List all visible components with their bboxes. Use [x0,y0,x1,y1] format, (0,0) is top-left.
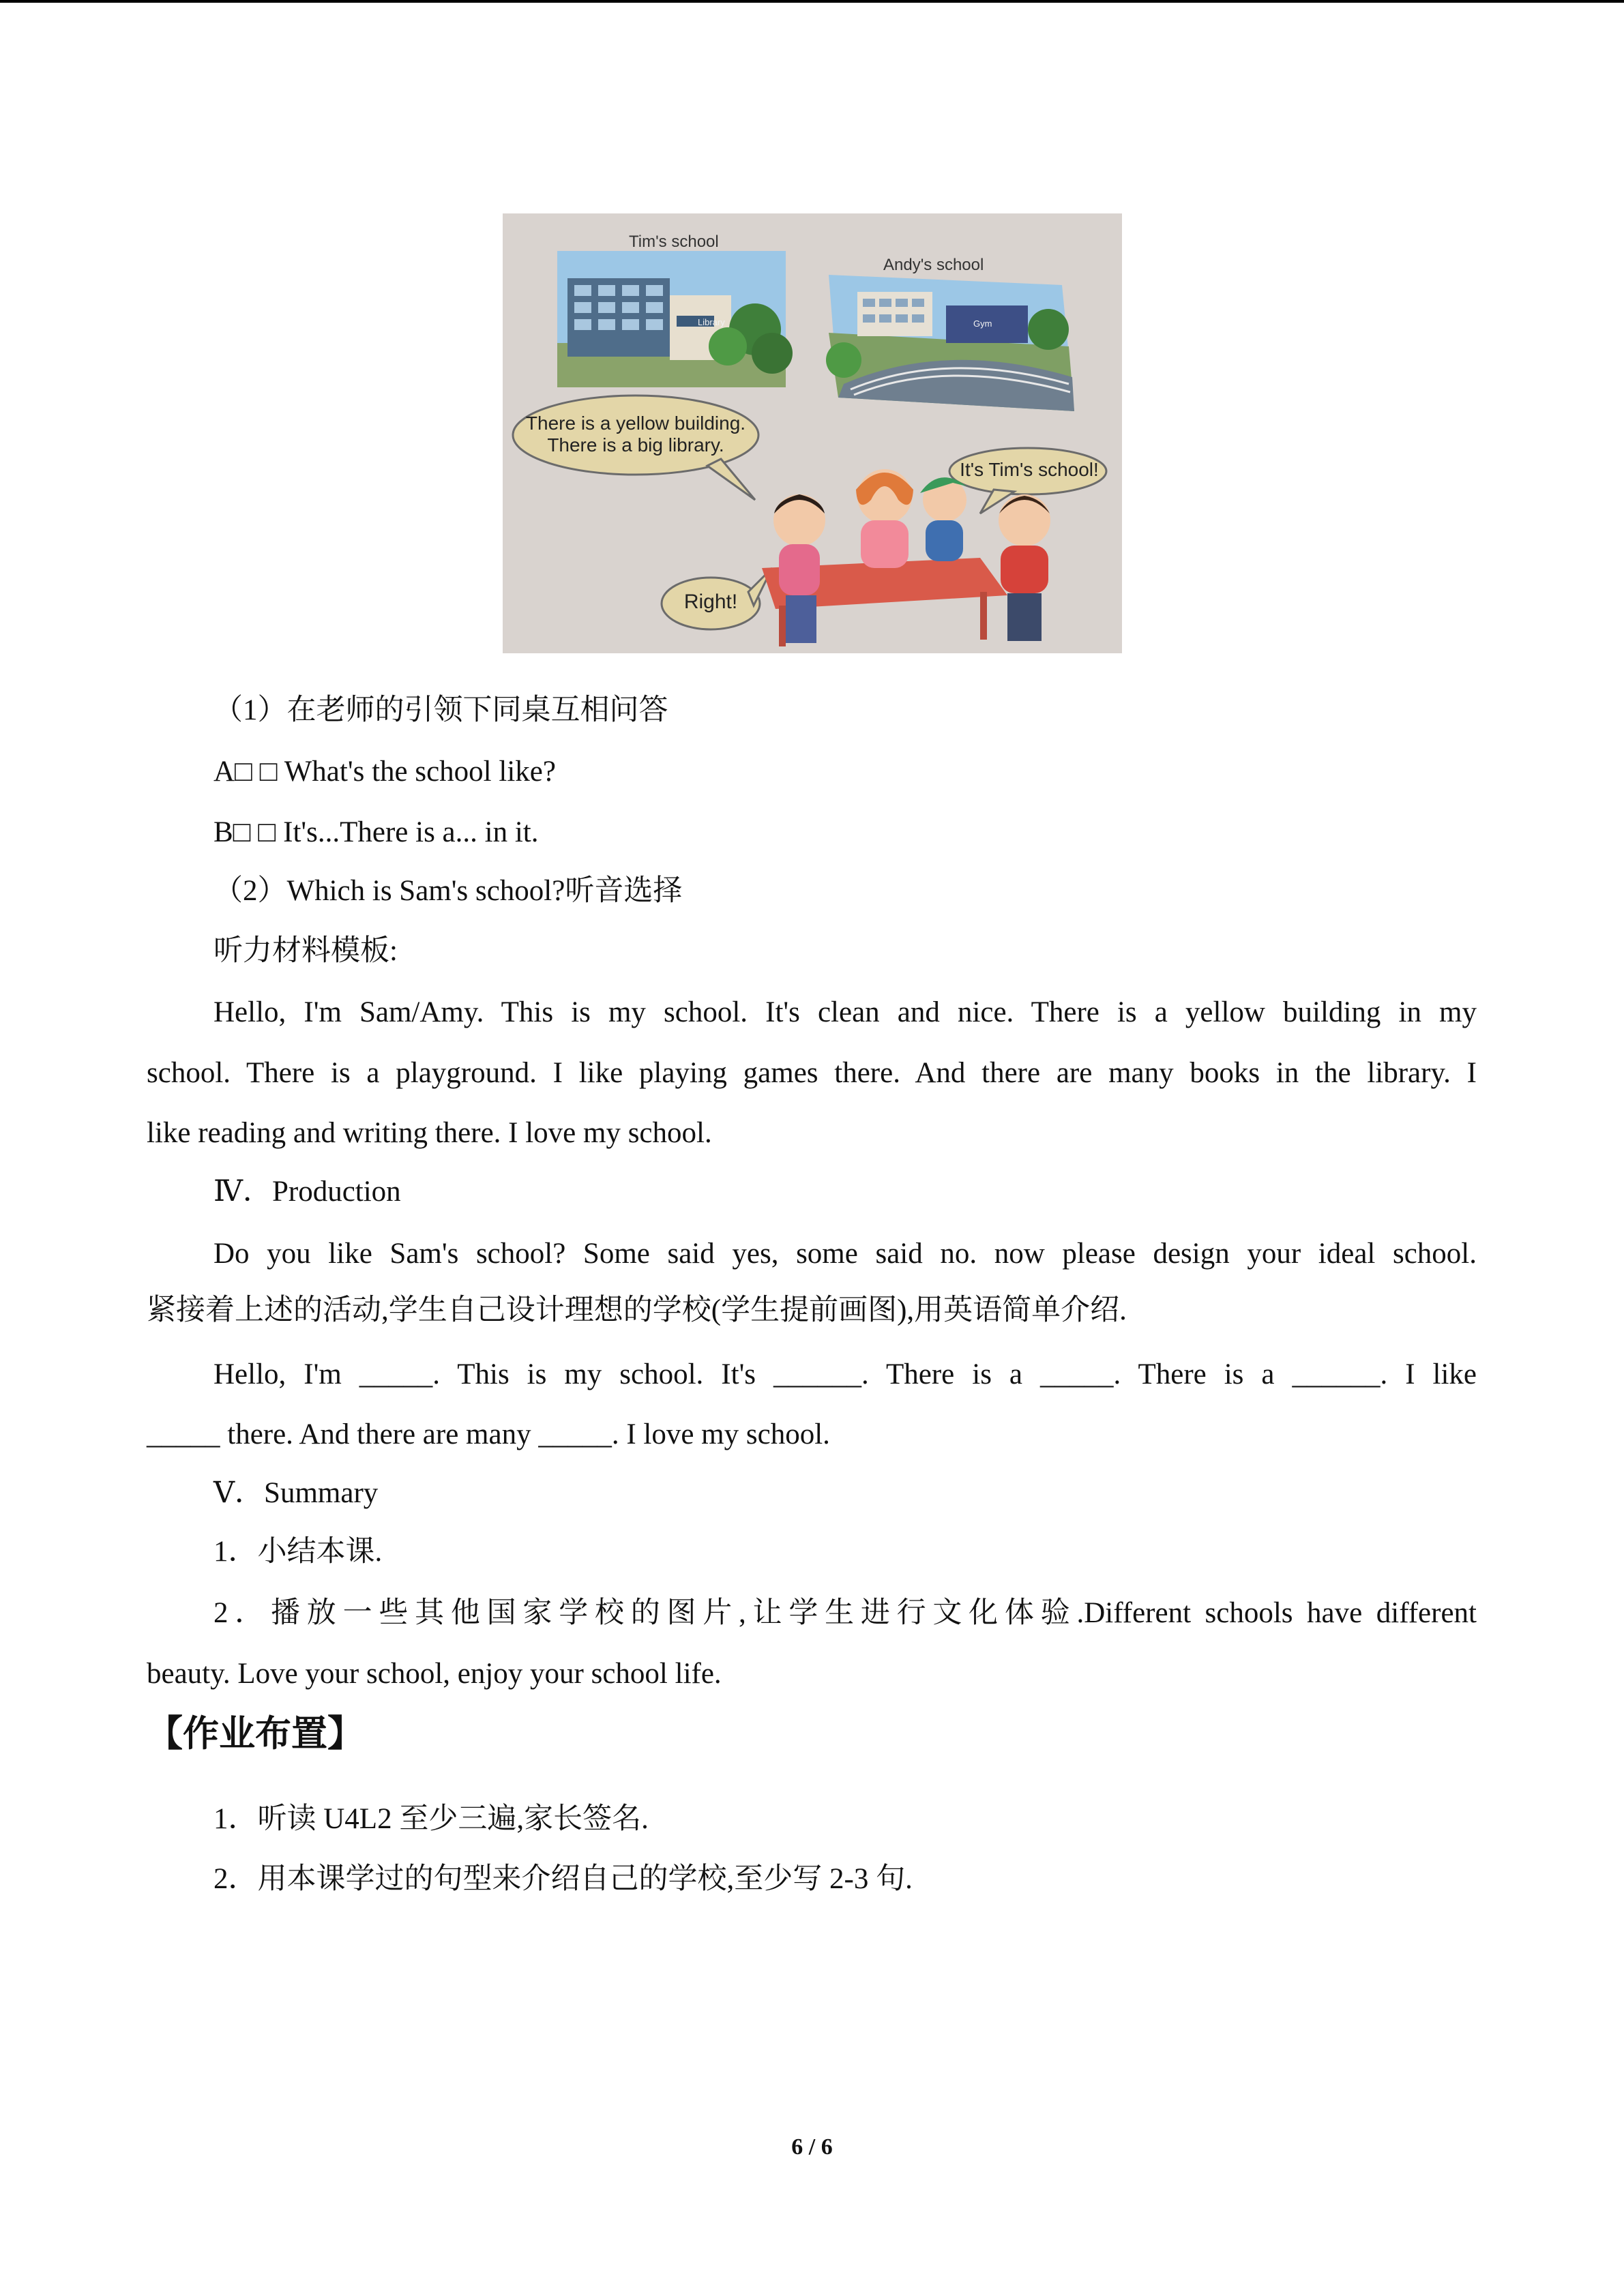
section-summary-title: Ⅴ．Summary [213,1477,379,1509]
page-top-border [0,0,1624,3]
listening-text-line-2: school. There is a playground. I like playing games there. And there are many books in the library. I [147,1057,1477,1089]
andys-school-caption: Andy's school [883,256,984,274]
library-sign: Library [698,317,725,327]
tims-school-caption: Tim's school [629,233,719,251]
homework-heading: 【作业布置】 [147,1713,364,1755]
speech-bubble-1-text [523,413,748,456]
summary-item-2-line-2: beauty. Love your school, enjoy your school life. [147,1658,722,1690]
tims-school-picture [557,251,793,387]
section-production-title: Ⅳ．Production [213,1176,401,1208]
speech-bubble-2-text: It's Tim's school! [960,459,1099,480]
summary-item-2-line-1: 2．播放一些其他国家学校的图片,让学生进行文化体验.Different schools have different [213,1597,1477,1629]
production-text-line-1: Do you like Sam's school? Some said yes, some said no. now please design your ideal school. [213,1238,1477,1270]
dialogue-line-b: B□ □ It's...There is a... in it. [213,816,539,848]
textbook-illustration [503,213,1122,653]
step-1-instruction: （1）在老师的引领下同桌互相问答 [213,694,668,726]
production-text-line-2: 紧接着上述的活动,学生自己设计理想的学校(学生提前画图),用英语简单介绍. [147,1294,1127,1326]
listening-material-label: 听力材料模板: [213,935,398,967]
page-number: 6 / 6 [791,2134,833,2160]
fill-in-line-2: _____ there. And there are many _____. I love my school. [147,1418,830,1450]
listening-text-line-3: like reading and writing there. I love my school. [147,1117,712,1149]
speech-bubble-3-text: Right! [683,591,738,613]
andys-school-picture [826,275,1074,411]
dialogue-line-a: A□ □ What's the school like? [213,756,556,788]
speech-bubble-1-line-2: There is a big library. [547,434,724,456]
homework-item-1: 1．听读 U4L2 至少三遍,家长签名. [213,1803,649,1835]
fill-in-line-1: Hello, I'm _____. This is my school. It's ______. There is a _____. There is a ______. I like [213,1358,1477,1390]
summary-item-1: 1．小结本课. [213,1536,383,1568]
listening-text-line-1: Hello, I'm Sam/Amy. This is my school. It's clean and nice. There is a yellow building in my [213,996,1477,1028]
step-2-instruction: （2）Which is Sam's school?听音选择 [213,875,683,907]
gym-sign: Gym [973,318,992,329]
speech-bubble-1-line-1: There is a yellow building. [525,413,746,434]
homework-item-2: 2．用本课学过的句型来介绍自己的学校,至少写 2-3 句. [213,1863,913,1895]
